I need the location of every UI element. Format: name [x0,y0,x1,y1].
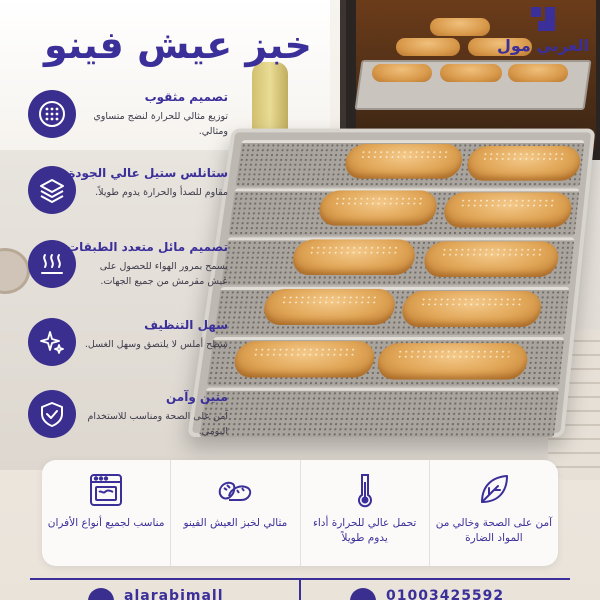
feature-description: آمن على الصحة ومناسب للاستخدام اليومي. [87,411,228,437]
bread-roll [466,146,582,181]
benefit-item [430,460,558,566]
benefit-item [301,460,430,566]
benefit-text: تحمل عالي للحرارة أداء يدوم طويلاً [312,517,417,545]
oven-bread-roll [396,38,460,56]
oven-icon [86,470,126,510]
feature-title: تصميم مائل متعدد الطبقات [67,240,228,254]
contact-footer [0,574,600,600]
bread-roll [422,241,560,277]
thermometer-icon [345,470,385,510]
feature-item [28,238,228,302]
footer-divider-vertical [299,578,301,600]
feature-title: تصميم مثقوب [144,90,228,104]
bread-roll [376,343,530,379]
feature-title: متين وآمن [165,390,228,404]
globe-icon [88,588,114,600]
benefit-item [42,460,171,566]
feature-description: سطح أملس لا يلتصق وسهل الغسل. [84,339,228,350]
phone-icon [350,588,376,600]
brand-name: العربي مول [496,36,590,55]
baguette-tray [187,129,595,437]
bread-roll [317,190,438,225]
oven-bread-roll [372,64,432,82]
feature-item [28,388,228,452]
feature-item [28,316,228,380]
feature-item [28,164,228,228]
feature-title: سهل التنظيف [144,318,228,332]
shield-check-icon [28,390,76,438]
footer-website[interactable]: alarabimall [124,588,224,600]
oven-bread-roll [430,18,490,36]
benefits-panel [42,460,558,566]
feature-item [28,88,228,152]
oven-bread-roll [508,64,568,82]
sparkles-icon [28,318,76,366]
bread-roll [232,341,376,377]
leaf-icon [474,470,514,510]
benefit-text: مناسب لجميع أنواع الأفران [47,517,165,529]
feature-description: مقاوم للصدأ والحرارة يدوم طويلاً. [95,187,228,198]
bread-roll [262,289,397,325]
bread-icon [215,470,255,510]
feature-title: ستانلس ستيل عالي الجودة [68,166,228,180]
bread-roll [343,144,464,179]
benefit-text: مثالي لخبز العيش الفينو [183,517,288,529]
feature-description: توزيع مثالي للحرارة لنضج متساوي ومثالي. [93,111,228,137]
benefit-text: آمن على الصحة وخالي من المواد الضارة [435,517,553,545]
feature-description: يسمح بمرور الهواء للحصول على عيش مقرمش من جميع الجهات. [99,261,228,287]
footer-phone[interactable]: 01003425592 [386,588,505,600]
page-title: خبز عيش فينو [44,23,312,67]
perforated-circle-icon [28,90,76,138]
bread-roll [442,192,573,227]
brand-logo[interactable] [488,4,598,62]
bread-roll [291,239,417,275]
tray-channel [199,388,558,437]
bread-roll [400,291,543,327]
oven-bread-roll [440,64,502,82]
benefit-item [171,460,300,566]
logo-mark-icon [528,4,558,34]
